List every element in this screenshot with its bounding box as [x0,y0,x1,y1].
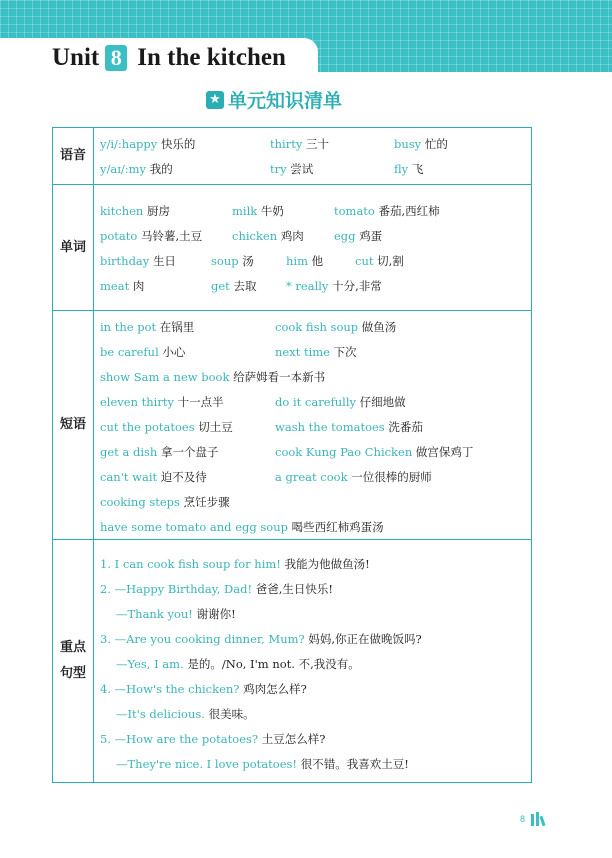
sentences-label-line1: 重点 [59,640,86,655]
page-footer [520,812,544,826]
star-icon: ★ [206,91,224,109]
list-item: 2. —Happy Birthday, Dad! 爸爸,生日快乐! [100,582,334,596]
knowledge-table [52,127,532,783]
list-item: milk 牛奶 [232,204,284,218]
list-item: wash the tomatoes 洗番茄 [275,420,423,434]
list-item: —Yes, I am. 是的。/No, I'm not. 不,我没有。 [116,657,360,671]
list-item: thirty 三十 [270,137,329,151]
list-item: cooking steps 烹饪步骤 [100,495,230,509]
sentences-label-line2: 句型 [59,666,86,681]
list-item: tomato 番茄,西红柿 [334,204,440,218]
section-heading [206,86,342,113]
list-item: him 他 [286,254,324,268]
list-item: meat 肉 [100,279,145,293]
list-item: cut the potatoes 切土豆 [100,420,233,434]
list-item: cook fish soup 做鱼汤 [275,320,397,334]
list-item: cut 切,割 [355,254,404,268]
list-item: chicken 鸡肉 [232,229,304,243]
list-item: egg 鸡蛋 [334,229,383,243]
list-item: next time 下次 [275,345,357,359]
sentences-label [53,540,94,782]
phonics-row [53,128,531,185]
unit-title: In the kitchen [137,44,286,71]
words-row [53,185,531,311]
sentences-row [53,540,531,782]
list-item: 3. —Are you cooking dinner, Mum? 妈妈,你正在做晚饭吗? [100,632,422,646]
phrases-row [53,311,531,540]
words-label: 单词 [53,185,94,310]
page-number: 8 [520,814,526,824]
list-item: in the pot 在锅里 [100,320,195,334]
list-item: * really 十分,非常 [286,279,382,293]
books-icon [531,812,544,826]
list-item: —It's delicious. 很美味。 [116,707,255,721]
section-title-text: 单元知识清单 [228,90,343,112]
list-item: potato 马铃薯,土豆 [100,229,203,243]
phonics-label: 语音 [53,128,94,184]
list-item: y/i/:happy 快乐的 [100,137,196,151]
list-item: can't wait 迫不及待 [100,470,207,484]
list-item: y/aɪ/:my 我的 [100,162,173,176]
list-item: get a dish 拿一个盘子 [100,445,219,459]
list-item: do it carefully 仔细地做 [275,395,406,409]
list-item: 4. —How's the chicken? 鸡肉怎么样? [100,682,307,696]
list-item: busy 忙的 [394,137,448,151]
list-item: get 去取 [211,279,257,293]
list-item: cook Kung Pao Chicken 做宫保鸡丁 [275,445,474,459]
page-title [52,44,286,72]
list-item: have some tomato and egg soup 喝些西红柿鸡蛋汤 [100,520,384,534]
list-item: 5. —How are the potatoes? 土豆怎么样? [100,732,326,746]
list-item: be careful 小心 [100,345,186,359]
list-item: show Sam a new book 给萨姆看一本新书 [100,370,326,384]
unit-word: Unit [52,44,100,71]
list-item: try 尝试 [270,162,314,176]
list-item: 1. I can cook fish soup for him! 我能为他做鱼汤! [100,557,370,571]
list-item: soup 汤 [211,254,254,268]
list-item: eleven thirty 十一点半 [100,395,224,409]
list-item: a great cook 一位很棒的厨师 [275,470,432,484]
list-item: fly 飞 [394,162,424,176]
unit-number-badge: 8 [105,45,127,71]
list-item: —Thank you! 谢谢你! [116,607,236,621]
phrases-label: 短语 [53,311,94,539]
list-item: —They're nice. I love potatoes! 很不错。我喜欢土豆! [116,757,409,771]
list-item: kitchen 厨房 [100,204,170,218]
list-item: birthday 生日 [100,254,176,268]
